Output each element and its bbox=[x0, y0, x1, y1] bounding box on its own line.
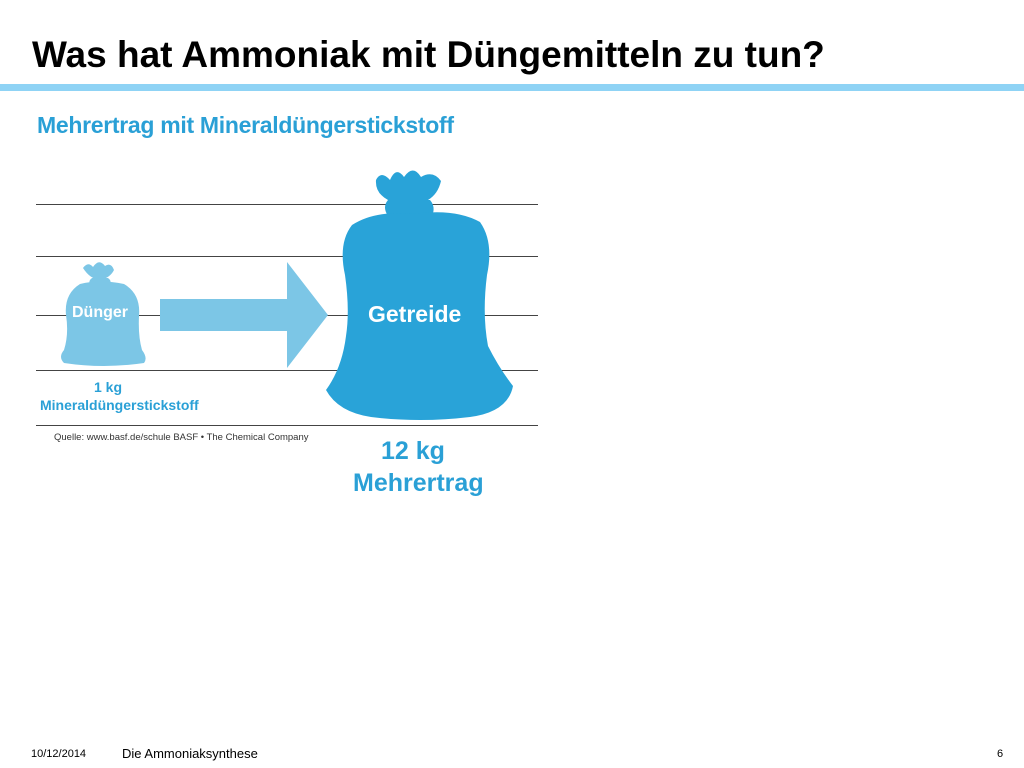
input-substance: Mineraldüngerstickstoff bbox=[40, 397, 199, 413]
output-label: Mehrertrag bbox=[353, 469, 484, 497]
source-note: Quelle: www.basf.de/schule BASF • The Chemical Company bbox=[54, 432, 309, 443]
footer-title: Die Ammoniaksynthese bbox=[122, 746, 258, 761]
figure-title: Mehrertrag mit Mineraldüngerstickstoff bbox=[37, 112, 454, 138]
slide-title: Was hat Ammoniak mit Düngemitteln zu tun? bbox=[32, 34, 825, 75]
footer-date: 10/12/2014 bbox=[31, 748, 87, 760]
arrow-icon bbox=[160, 262, 328, 368]
grain-bag-icon bbox=[326, 171, 513, 421]
output-amount: 12 kg bbox=[381, 437, 445, 465]
grain-bag-label: Getreide bbox=[368, 301, 462, 327]
input-amount: 1 kg bbox=[94, 379, 123, 395]
fertilizer-bag-label: Dünger bbox=[72, 304, 128, 321]
page-number: 6 bbox=[997, 748, 1004, 760]
